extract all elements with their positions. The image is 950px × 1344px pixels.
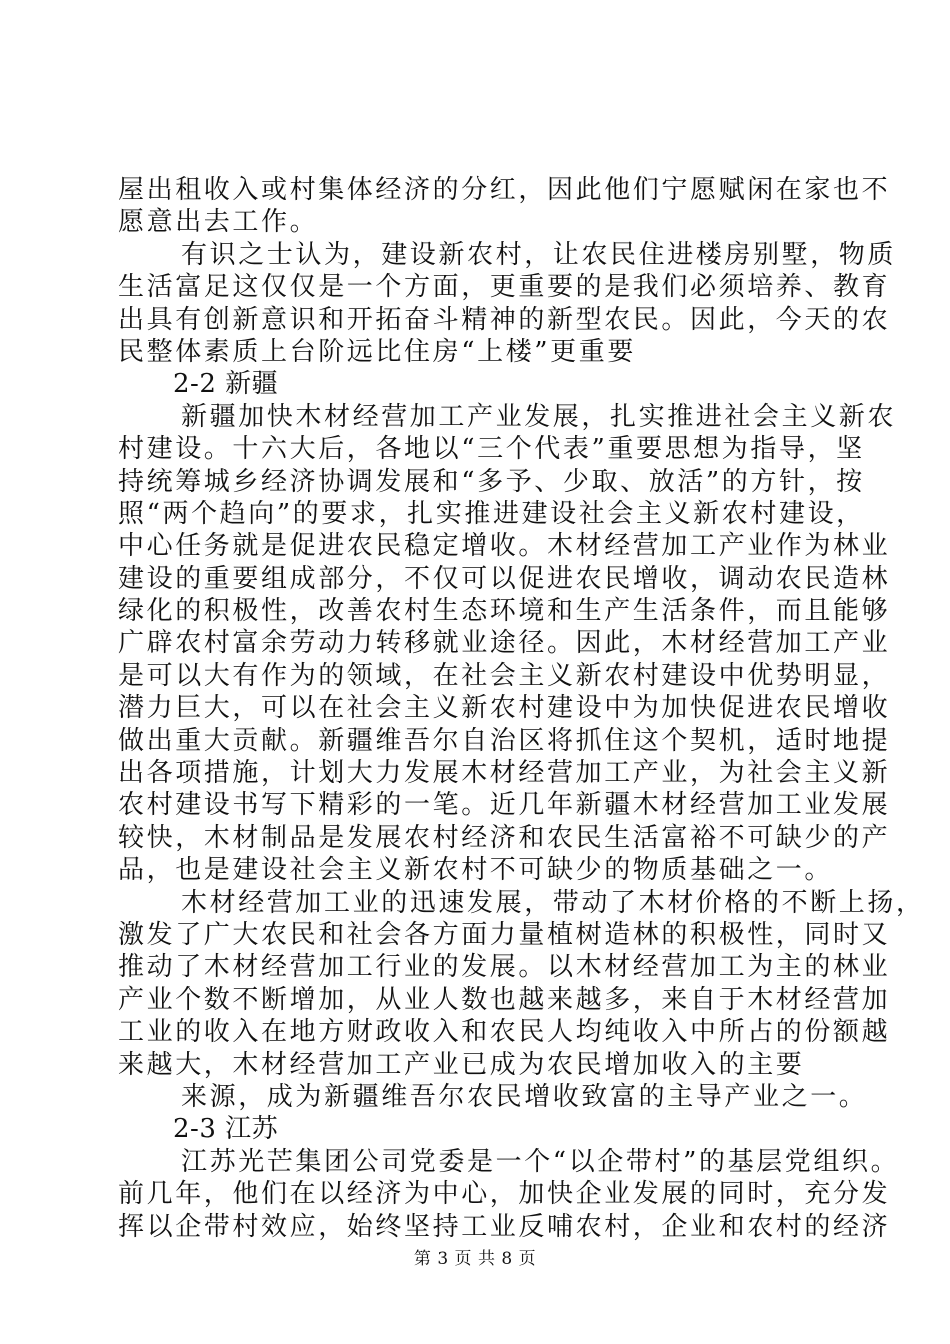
text-line: 照“两个趋向”的要求，扎实推进建设社会主义新农村建设， [118,498,865,529]
text-line: 绿化的积极性，改善农村生态环境和生产生活条件，而且能够 [118,596,891,627]
text-line: 潜力巨大，可以在社会主义新农村建设中为加快促进农民增收 [118,693,891,724]
text-line: 做出重大贡献。新疆维吾尔自治区将抓住这个契机，适时地提 [118,725,891,756]
text-line: 品，也是建设社会主义新农村不可缺少的物质基础之一。 [118,855,834,886]
text-line: 屋出租收入或村集体经济的分红，因此他们宁愿赋闲在家也不 [118,175,891,205]
text-line: 较快，木材制品是发展农村经济和农民生活富裕不可缺少的产 [118,822,891,853]
text-line: 前几年，他们在以经济为中心，加快企业发展的同时，充分发 [118,1179,891,1210]
text-line: 江苏光芒集团公司党委是一个“以企带村”的基层党组织。 [181,1146,900,1177]
text-line: 有识之士认为，建设新农村，让农民住进楼房别墅，物质 [181,239,897,270]
text-line: 挥以企带村效应，始终坚持工业反哺农村，企业和农村的经济 [118,1211,891,1242]
text-line: 来越大，木材经营加工产业已成为农民增加收入的主要 [118,1049,805,1080]
text-line: 新疆加快木材经营加工产业发展，扎实推进社会主义新农 [181,401,897,432]
section-heading: 2-2 新疆 [173,369,279,400]
text-line: 广辟农村富余劳动力转移就业途径。因此，木材经营加工产业 [118,628,891,659]
text-line: 推动了木材经营加工行业的发展。以木材经营加工为主的林业 [118,952,891,983]
section-heading: 2-3 江苏 [173,1114,279,1145]
text-line: 出具有创新意识和开拓奋斗精神的新型农民。因此，今天的农 [118,304,891,335]
text-line: 激发了广大农民和社会各方面力量植树造林的积极性，同时又 [118,919,891,950]
document-body [118,174,925,1243]
text-line: 来源，成为新疆维吾尔农民增收致富的主导产业之一。 [181,1081,868,1112]
text-line: 中心任务就是促进农民稳定增收。木材经营加工产业作为林业 [118,531,891,562]
text-line: 建设的重要组成部分，不仅可以促进农民增收，调动农民造林 [118,563,891,594]
text-line: 生活富足这仅仅是一个方面，更重要的是我们必须培养、教育 [118,272,891,303]
text-line: 民整体素质上台阶远比住房“上楼”更重要 [118,336,636,367]
text-line: 木材经营加工业的迅速发展，带动了木材价格的不断上扬， [181,887,925,918]
text-line: 村建设。十六大后，各地以“三个代表”重要思想为指导，坚 [118,434,865,465]
text-line: 是可以大有作为的领域，在社会主义新农村建设中优势明显， [118,660,891,691]
text-line: 农村建设书写下精彩的一笔。近几年新疆木材经营加工业发展 [118,790,891,821]
text-line: 持统筹城乡经济协调发展和“多予、少取、放活”的方针，按 [118,466,865,497]
page-footer: 第 3 页 共 8 页 [413,1249,537,1269]
text-line: 工业的收入在地方财政收入和农民人均纯收入中所占的份额越 [118,1017,891,1048]
text-line: 出各项措施，计划大力发展木材经营加工产业，为社会主义新 [118,758,891,789]
text-line: 产业个数不断增加，从业人数也越来越多，来自于木材经营加 [118,984,891,1015]
text-line: 愿意出去工作。 [118,207,319,238]
